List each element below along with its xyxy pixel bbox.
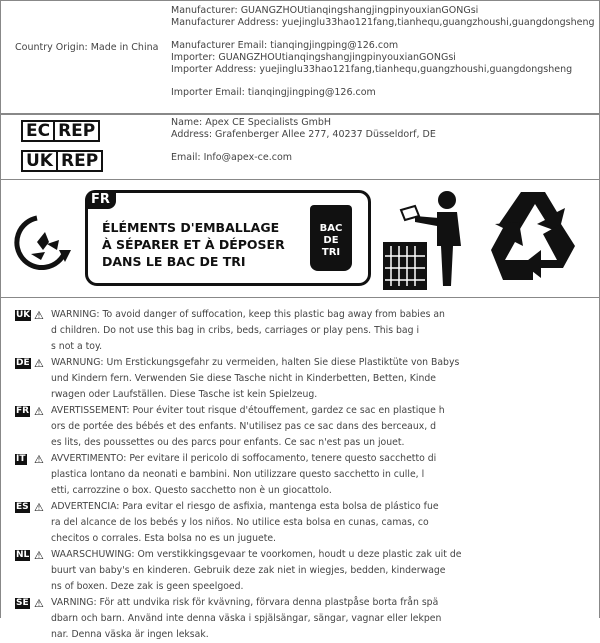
warning-line: ns of boxen. Deze zak is geen speelgoed. [51,581,244,592]
fr-tag: FR [85,190,116,209]
rep-name: Name: Apex CE Specialists GmbH [171,117,332,128]
language-badge: DE [16,358,30,368]
rep-email: Email: Info@apex-ce.com [171,152,293,163]
warning-line: rwagen oder Laufställen. Diese Tasche ist kein Spielzeug. [51,389,318,400]
warning-line: AVERTISSEMENT: Pour éviter tout risque d'étouffement, gardez ce sac en plastique h [51,405,445,416]
importer-name: Importer: GUANGZHOUtianqingshangjingpinyouxianGONGsi [171,52,456,63]
manufacturer-address: Manufacturer Address: yuejinglu33hao121fang,tianhequ,guangzhoushi,guangdongsheng [171,17,595,28]
manufacturer-name: Manufacturer: GUANGZHOUtianqingshangjingpinyouxianGONGsi [171,5,479,16]
warning-triangle-icon: ⚠ [34,405,44,418]
warning-fr [15,403,445,451]
sorting-bin-icon: BAC DE TRI [310,205,352,271]
sorting-text: ÉLÉMENTS D'EMBALLAGE À SÉPARER ET À DÉPOSER DANS LE BAC DE TRI [102,220,285,269]
sorting-info-badge [85,190,371,286]
warning-uk [15,307,445,355]
warning-line: s not a toy. [51,341,103,352]
warning-line: nar. Denna väska är ingen leksak. [51,629,209,640]
warning-se [15,595,441,643]
warning-triangle-icon: ⚠ [34,309,44,322]
warning-line: es lits, des poussettes ou des parcs pour enfants. Ce sac n'est pas un jouet. [51,437,405,448]
warning-triangle-icon: ⚠ [34,597,44,610]
warning-triangle-icon: ⚠ [34,357,44,370]
language-badge: SE [16,598,29,608]
warning-line: checitos o corrales. Esta bolsa no es un juguete. [51,533,277,544]
importer-email: Importer Email: tianqingjingping@126.com [171,87,376,98]
warning-line: d children. Do not use this bag in cribs, beds, carriages or play pens. This bag i [51,325,420,336]
warning-line: WAARSCHUWING: Om verstikkingsgevaar te voorkomen, houdt u deze plastic zak uit de [51,549,462,560]
uk-rep-logo: UK REP [21,150,103,172]
eu-rep-section [0,113,600,181]
recycling-section [0,179,600,298]
origin-manufacturer-section [0,0,600,114]
warning-line: ra del alcance de los bebés y los niños. No utilice esta bolsa en cunas, camas, co [51,517,429,528]
triman-icon [7,210,77,272]
tidy-man-icon [379,186,479,292]
warning-line: VARNING: För att undvika risk för kvävning, förvara denna plastpåse borta från spä [51,597,439,608]
warning-triangle-icon: ⚠ [34,501,44,514]
warning-line: WARNING: To avoid danger of suffocation, keep this plastic bag away from babies an [51,309,445,320]
warning-line: etti, carrozzine o box. Questo sacchetto non è un giocattolo. [51,485,332,496]
language-badge: ES [16,502,29,512]
recycle-icon [485,186,581,290]
manufacturer-info [171,5,595,99]
warning-nl [15,547,462,595]
warnings-section [0,297,600,640]
rep-info [171,117,436,164]
warning-it [15,451,436,499]
warning-line: und Kindern fern. Verwenden Sie diese Tasche nicht in Kinderbetten, Betten, Kinde [51,373,436,384]
warning-triangle-icon: ⚠ [34,453,44,466]
importer-address: Importer Address: yuejinglu33hao121fang,tianhequ,guangzhoushi,guangdongsheng [171,64,573,75]
warning-de [15,355,459,403]
language-badge: NL [16,550,30,560]
warning-line: plastica lontano da neonati e bambini. Non utilizzare questo sacchetto in culle, l [51,469,425,480]
manufacturer-email: Manufacturer Email: tianqingjingping@126.com [171,40,399,51]
country-origin: Country Origin: Made in China [15,42,159,53]
warning-line: ors de portée des bébés et des enfants. N'utilisez pas ce sac dans des berceaux, d [51,421,437,432]
warning-line: dbarn och barn. Använd inte denna väska i spjälsängar, sängar, vagnar eller lekpen [51,613,442,624]
warning-line: buurt van baby's en kinderen. Gebruik deze zak niet in wiegjes, bedden, kinderwage [51,565,446,576]
language-badge: UK [16,310,31,320]
language-badge: FR [16,406,30,416]
rep-address: Address: Grafenberger Allee 277, 40237 Düsseldorf, DE [171,129,436,140]
warning-line: AVVERTIMENTO: Per evitare il pericolo di soffocamento, tenere questo sacchetto di [51,453,437,464]
language-badge: IT [16,454,26,464]
ec-rep-logo: EC REP [21,120,100,142]
warning-es [15,499,439,547]
warning-line: ADVERTENCIA: Para evitar el riesgo de asfixia, mantenga esta bolsa de plástico fue [51,501,439,512]
warning-line: WARNUNG: Um Erstickungsgefahr zu vermeiden, halten Sie diese Plastiktüte von Babys [51,357,460,368]
warning-triangle-icon: ⚠ [34,549,44,562]
